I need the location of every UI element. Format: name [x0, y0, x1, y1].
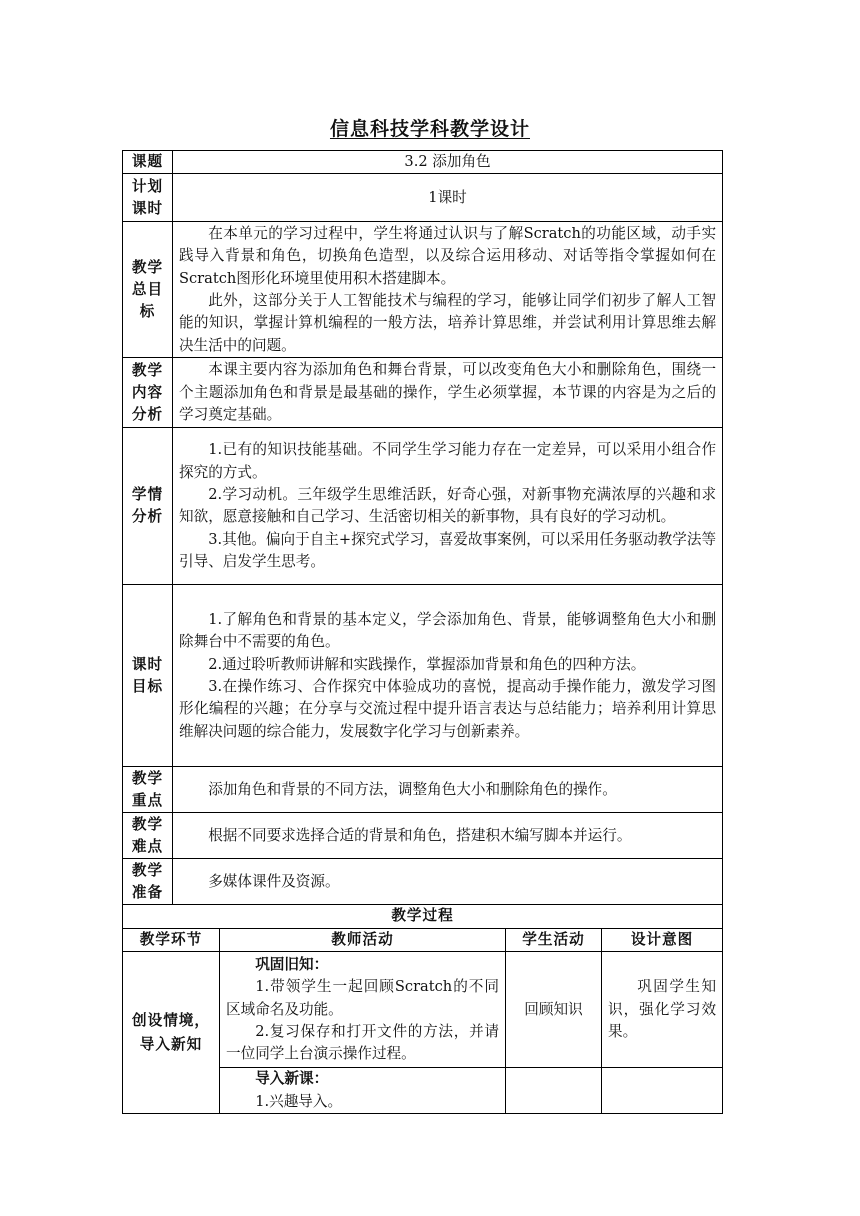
difficulty-content: 根据不同要求选择合适的背景和角色，搭建积木编写脚本并运行。 — [173, 813, 723, 859]
lesson-goal-content: 1.了解角色和背景的基本定义，学会添加角色、背景，能够调整角色大小和删除舞台中不需要的角色。 2.通过聆听教师讲解和实践操作，掌握添加背景和角色的四种方法。 3.在操作练习、合作探究中体验成功的喜悦，提高动手操作能力，激发学习图形化编程的兴趣；在分享与交流过程中提升语言表达与总结能力；培养利用计算思维解决问题的综合能力，发展数字化学习与创新素养。 — [173, 585, 723, 767]
row-content-analysis — [123, 358, 723, 428]
row-difficulty — [123, 813, 723, 859]
overall-goal-content: 在本单元的学习过程中，学生将通过认识与了解Scratch的功能区域，动手实践导入背景和角色，切换角色造型，以及综合运用移动、对话等指令掌握如何在Scratch图形化环境里使用积木搭建脚本。 此外，这部分关于人工智能技术与编程的学习，能够让同学们初步了解人工智能的知识，掌握计算机编程的一般方法，培养计算思维，并尝试利用计算思维去解决生活中的问题。 — [173, 222, 723, 358]
stage-1-teacher-cont: 导入新课： 1.兴趣导入。 — [220, 1068, 506, 1114]
topic-value: 3.2 添加角色 — [173, 151, 723, 174]
row-hours — [123, 174, 723, 222]
hours-value: 1课时 — [173, 174, 723, 222]
preparation-content: 多媒体课件及资源。 — [173, 859, 723, 905]
header-stage: 教学环节 — [123, 928, 220, 951]
preparation-label: 教学 准备 — [123, 859, 173, 905]
stage-1-teacher: 巩固旧知： 1.带领学生一起回顾Scratch的不同区域命名及功能。 2.复习保存和打开文件的方法，并请一位同学上台演示操作过程。 — [220, 952, 506, 1068]
row-process-title — [123, 905, 723, 928]
row-topic — [123, 151, 723, 174]
overall-goal-label: 教学 总目 标 — [123, 222, 173, 358]
row-student-analysis — [123, 428, 723, 585]
stage-1-intent-cont — [602, 1068, 723, 1114]
row-lesson-goal — [123, 585, 723, 767]
row-stage-1 — [123, 952, 723, 1068]
key-point-label: 教学 重点 — [123, 767, 173, 813]
stage-1-student: 回顾知识 — [506, 952, 602, 1068]
row-key-point — [123, 767, 723, 813]
content-analysis-label: 教学 内容 分析 — [123, 358, 173, 428]
row-preparation — [123, 859, 723, 905]
difficulty-label: 教学 难点 — [123, 813, 173, 859]
header-student: 学生活动 — [506, 928, 602, 951]
topic-label: 课题 — [123, 151, 173, 174]
student-analysis-content: 1.已有的知识技能基础。不同学生学习能力存在一定差异，可以采用小组合作探究的方式。 2.学习动机。三年级学生思维活跃，好奇心强，对新事物充满浓厚的兴趣和求知欲，愿意接触和自己学习、生活密切相关的新事物，具有良好的学习动机。 3.其他。偏向于自主+探究式学习，喜爱故事案例，可以采用任务驱动教学法等引导、启发学生思考。 — [173, 428, 723, 585]
row-overall-goal — [123, 222, 723, 358]
process-title: 教学过程 — [123, 905, 723, 928]
student-analysis-label: 学情 分析 — [123, 428, 173, 585]
document-title: 信息科技学科教学设计 — [329, 118, 530, 140]
row-process-headers — [123, 928, 723, 951]
stage-1-student-cont — [506, 1068, 602, 1114]
content-analysis-content: 本课主要内容为添加角色和舞台背景，可以改变角色大小和删除角色，围绕一个主题添加角色和背景是最基础的操作，学生必须掌握，本节课的内容是为之后的学习奠定基础。 — [173, 358, 723, 428]
stage-1-name: 创设情境， 导入新知 — [123, 952, 220, 1114]
lesson-plan-table — [122, 150, 723, 1114]
hours-label: 计划 课时 — [123, 174, 173, 222]
lesson-goal-label: 课时 目标 — [123, 585, 173, 767]
header-intent: 设计意图 — [602, 928, 723, 951]
key-point-content: 添加角色和背景的不同方法，调整角色大小和删除角色的操作。 — [173, 767, 723, 813]
header-teacher: 教师活动 — [220, 928, 506, 951]
stage-1-intent: 巩固学生知识，强化学习效果。 — [602, 952, 723, 1068]
